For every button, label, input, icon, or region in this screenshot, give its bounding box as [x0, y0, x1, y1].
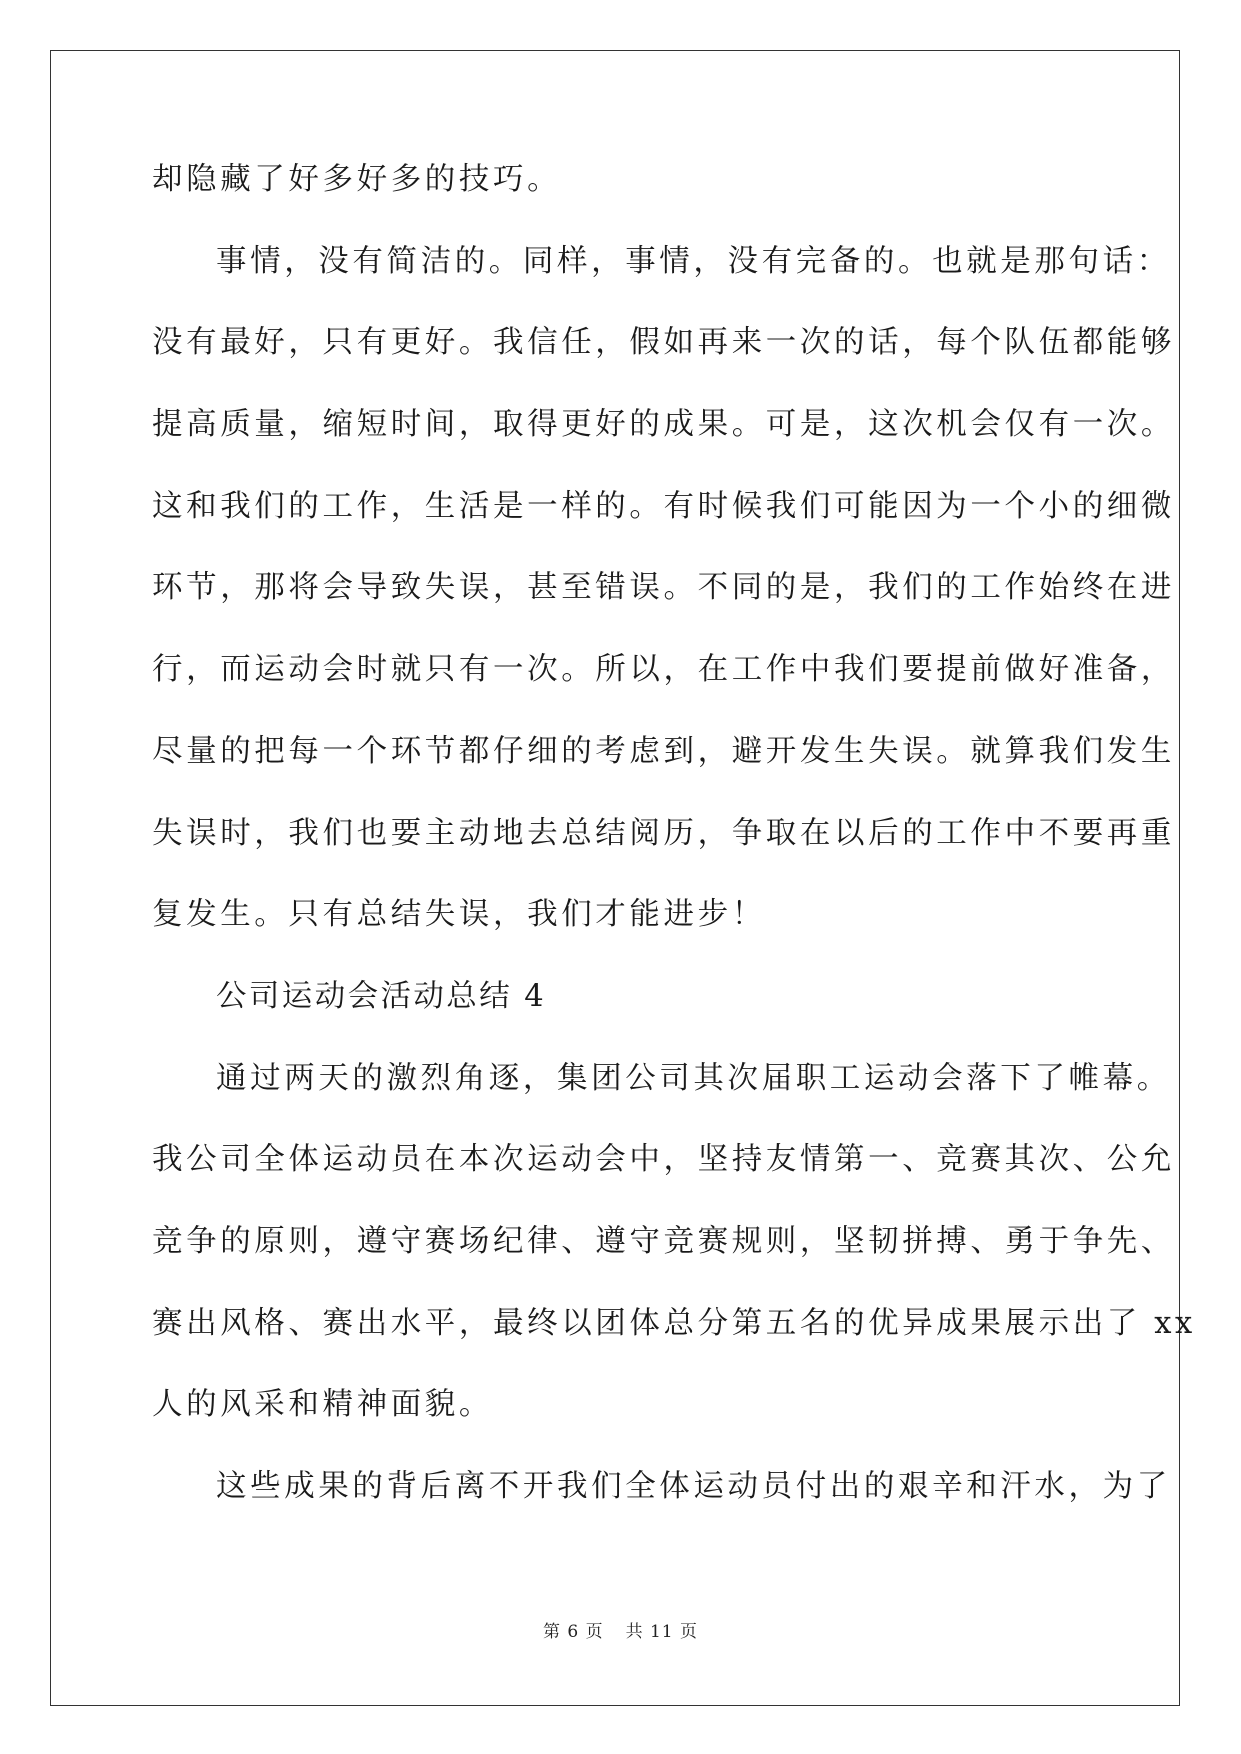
- page-footer: [0, 1617, 1241, 1642]
- paragraph-first-line: 事情，没有简洁的。同样，事情，没有完备的。也就是那句话：: [216, 243, 1171, 279]
- text-line: 竞争的原则，遵守赛场纪律、遵守竞赛规则，坚韧拼搏、勇于争先、: [152, 1223, 1175, 1259]
- text-line: 人的风采和精神面貌。: [152, 1387, 493, 1423]
- text-line: 赛出风格、赛出水平，最终以团体总分第五名的优异成果展示出了 xx: [152, 1305, 1196, 1341]
- text-line: 行，而运动会时就只有一次。所以，在工作中我们要提前做好准备，: [152, 652, 1175, 688]
- paragraph-first-line: 通过两天的激烈角逐，集团公司其次届职工运动会落下了帷幕。: [216, 1060, 1171, 1096]
- text-line: 这和我们的工作，生活是一样的。有时候我们可能因为一个小的细微: [152, 488, 1175, 524]
- paragraph-first-line: 这些成果的背后离不开我们全体运动员付出的艰辛和汗水，为了: [216, 1469, 1171, 1504]
- section-heading: 公司运动会活动总结 4: [216, 978, 546, 1014]
- page-number-total: 共 11 页: [625, 1622, 699, 1642]
- text-line: 环节，那将会导致失误，甚至错误。不同的是，我们的工作始终在进: [152, 570, 1175, 606]
- text-line: 复发生。只有总结失误，我们才能进步！: [152, 897, 766, 933]
- document-body: [152, 160, 1196, 1549]
- text-line: 我公司全体运动员在本次运动会中，坚持友情第一、竞赛其次、公允: [152, 1142, 1175, 1178]
- text-line: 却隐藏了好多好多的技巧。: [152, 162, 562, 197]
- text-line: 失误时，我们也要主动地去总结阅历，争取在以后的工作中不要再重: [152, 815, 1175, 851]
- page-number-current: 第 6 页: [542, 1622, 604, 1642]
- text-line: 没有最好，只有更好。我信任，假如再来一次的话，每个队伍都能够: [152, 325, 1175, 361]
- text-line: 尽量的把每一个环节都仔细的考虑到，避开发生失误。就算我们发生: [152, 733, 1175, 769]
- text-line: 提高质量，缩短时间，取得更好的成果。可是，这次机会仅有一次。: [152, 407, 1175, 443]
